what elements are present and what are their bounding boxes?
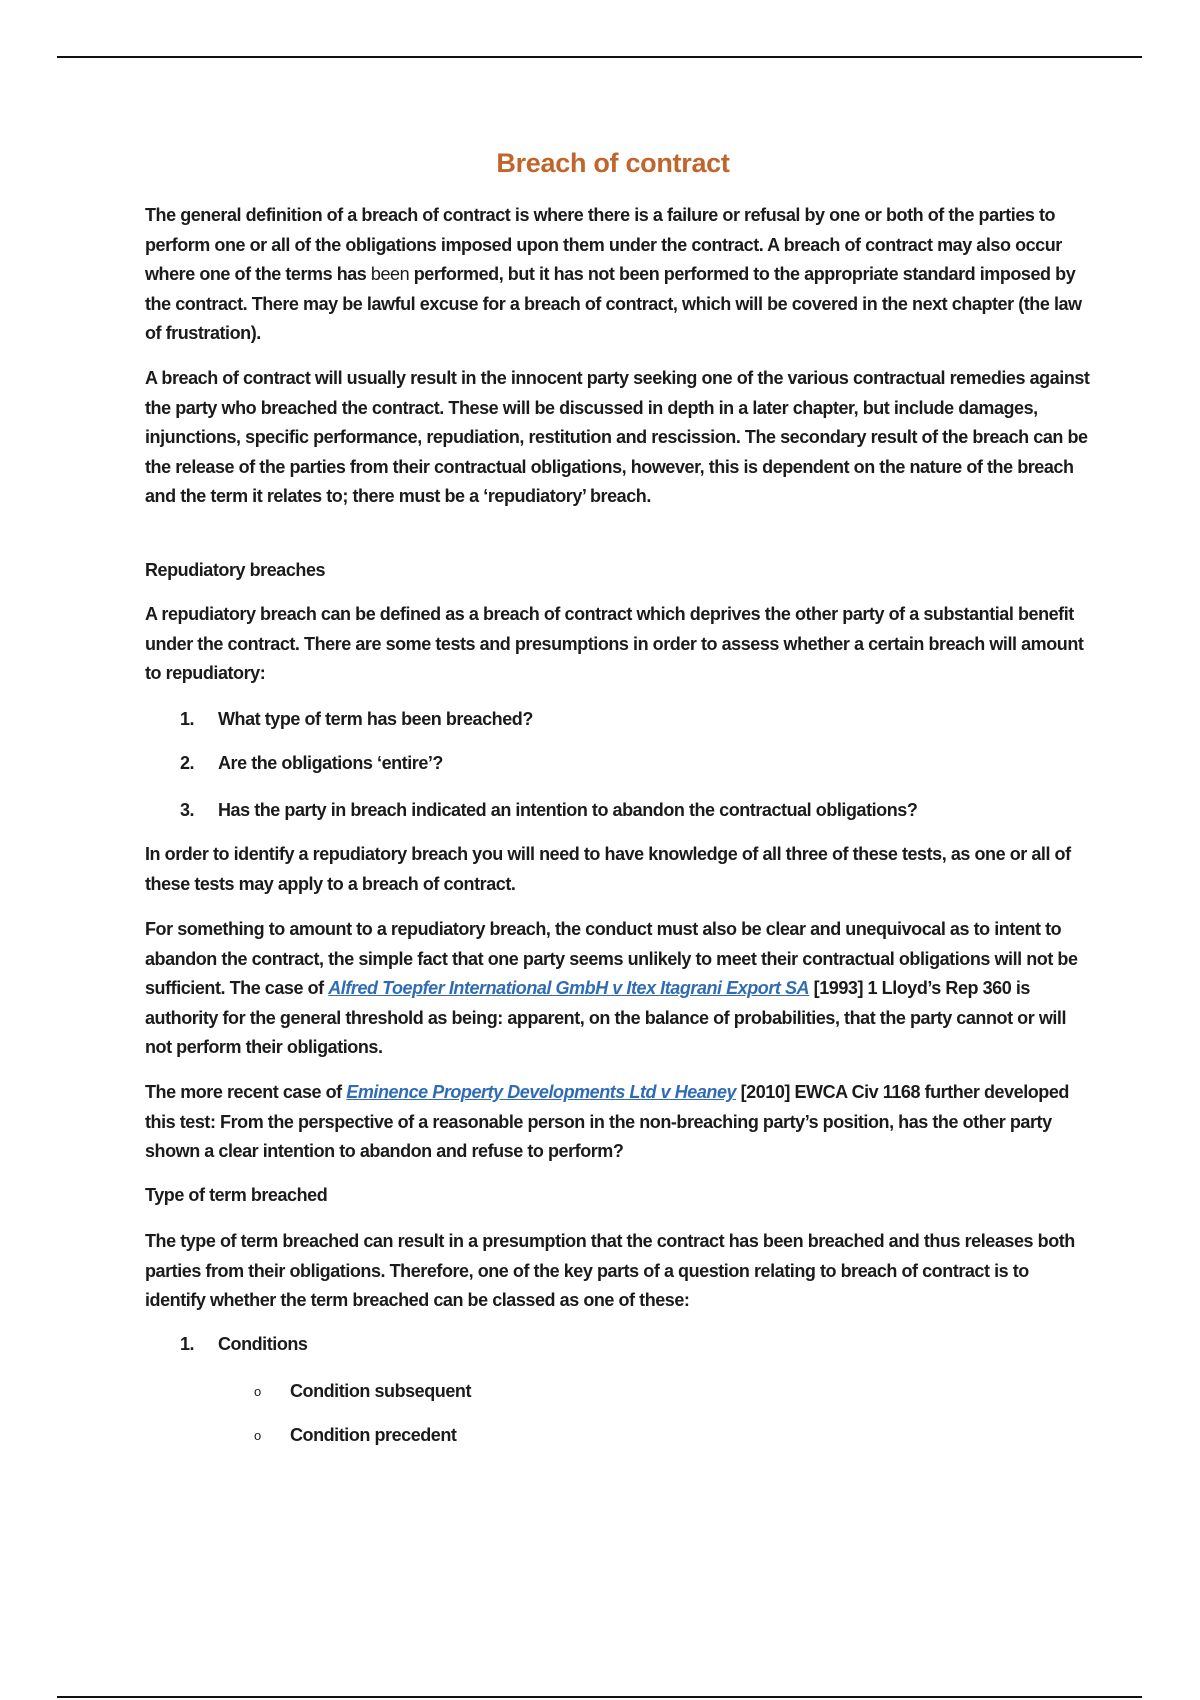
list-text: What type of term has been breached? (218, 709, 533, 729)
text: been (370, 264, 410, 285)
text: [1993] 1 Lloyd’s Rep 360 is authority for the general threshold as being: apparent, on the balance of probabilities, that the party cannot or will not perform their obligations. (145, 978, 1067, 1058)
footer-rule (57, 1696, 1142, 1698)
circle-bullet-icon: o (254, 1428, 261, 1443)
case-link-eminence[interactable]: Eminence Property Developments Ltd v Heaney (346, 1082, 737, 1102)
list-number: 3. (180, 800, 195, 820)
paragraph-type-of-term: The type of term breached can result in a presumption that the contract has been breached and thus releases both parties from their obligations. Therefore, one of the key parts of a question relating to breach of contract is to identify whether the term breached can be classed as one of these: (145, 1231, 1075, 1311)
text: For something to amount to a repudiatory breach, the conduct must also be clear and unequivocal as to intent to abandon the contract, the simple fact that one party seems unlikely to meet their contractual obligations will not be sufficient. The case of (145, 919, 1078, 999)
paragraph-eminence (145, 1078, 1090, 1167)
paragraph-repudiatory-definition: A repudiatory breach can be defined as a breach of contract which deprives the other party of a substantial benefit under the contract. There are some tests and presumptions in order to assess whether a certain breach will amount to repudiatory: (145, 604, 1084, 684)
text: performed, but it has not been performed to the appropriate standard imposed by the contract. There may be lawful excuse for a breach of contract, which will be covered in the next chapter (the law of frustration). (145, 264, 1082, 344)
list-number: 1. (180, 709, 195, 729)
page-title: Breach of contract (496, 148, 730, 178)
list-number: 1. (180, 1334, 195, 1354)
heading-repudiatory-breaches: Repudiatory breaches (145, 560, 326, 580)
paragraph-definition (145, 201, 1090, 349)
list-text: Condition precedent (290, 1425, 457, 1445)
text: The general definition of a breach of contract is where there is a failure or refusal by one or both of the parties to perform one or all of the obligations imposed upon them under the contract. A breach of contract may also occur where one of the terms has (145, 205, 1062, 285)
list-text: Are the obligations ‘entire’? (218, 753, 443, 773)
list-number: 2. (180, 753, 195, 773)
list-text: Has the party in breach indicated an intention to abandon the contractual obligations? (218, 800, 918, 820)
text: The more recent case of (145, 1082, 347, 1102)
list-text: Condition subsequent (290, 1381, 471, 1401)
paragraph-remedies: A breach of contract will usually result in the innocent party seeking one of the various contractual remedies against the party who breached the contract. These will be discussed in depth in a later chapter, but include damages, injunctions, specific performance, repudiation, restitution and rescission. The secondary result of the breach can be the release of the parties from their contractual obligations, however, this is dependent on the nature of the breach and the term it relates to; there must be a ‘repudiatory’ breach. (145, 368, 1090, 507)
paragraph-three-tests: In order to identify a repudiatory breach you will need to have knowledge of all three of these tests, as one or all of these tests may apply to a breach of contract. (145, 844, 1071, 894)
case-link-alfred-toepfer[interactable]: Alfred Toepfer International GmbH v Itex Itagrani Export SA (328, 978, 810, 999)
paragraph-clear-unequivocal (145, 915, 1090, 1063)
text: [2010] EWCA Civ 1168 further developed this test: From the perspective of a reasonable person in the non-breaching party’s position, has the other party shown a clear intention to abandon and refuse to perform? (145, 1082, 1069, 1162)
circle-bullet-icon: o (254, 1384, 261, 1399)
heading-type-of-term: Type of term breached (145, 1185, 328, 1205)
header-rule (57, 56, 1142, 58)
list-text: Conditions (218, 1334, 308, 1354)
